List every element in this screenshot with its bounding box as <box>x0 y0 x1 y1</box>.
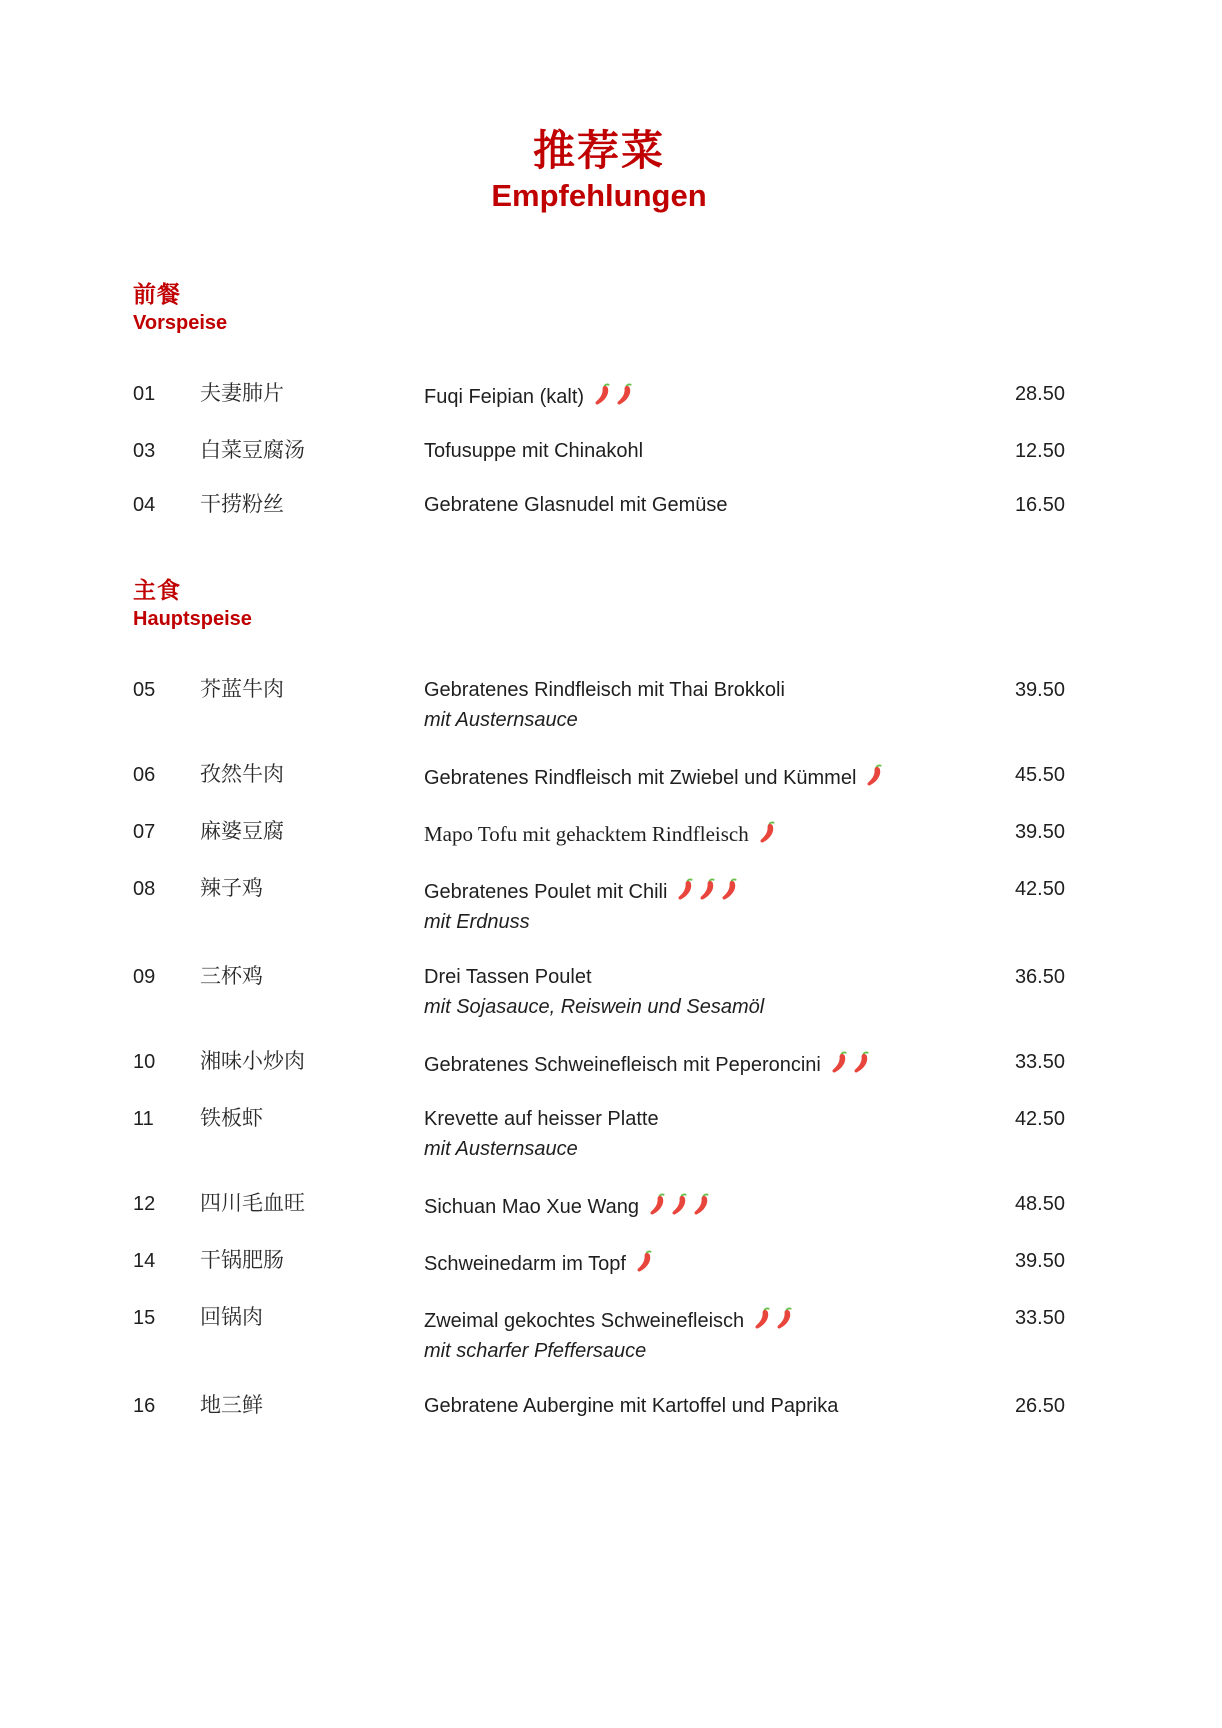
chili-pepper-icon <box>692 1191 709 1218</box>
menu-item-row <box>133 492 1065 518</box>
item-number: 11 <box>133 1108 154 1130</box>
item-description-subtext: mit Austernsauce <box>424 709 578 731</box>
item-number: 09 <box>133 966 156 988</box>
section-rows <box>133 677 1065 1419</box>
item-description <box>424 438 977 464</box>
item-description-subtext: mit Austernsauce <box>424 1138 578 1160</box>
chili-pepper-icon <box>698 876 715 903</box>
item-name-chinese: 四川毛血旺 <box>200 1192 305 1215</box>
item-number: 04 <box>133 494 156 516</box>
item-name-chinese: 辣子鸡 <box>200 877 263 900</box>
item-price: 12.50 <box>1014 440 1065 462</box>
item-description <box>424 762 977 791</box>
item-number: 08 <box>133 878 156 900</box>
spiciness-indicator <box>635 1248 652 1275</box>
menu-item-row <box>133 819 1065 848</box>
spiciness-indicator <box>753 1305 792 1332</box>
item-name-chinese: 干捞粉丝 <box>200 493 284 516</box>
section-header <box>133 280 1065 337</box>
menu-item-row <box>133 1305 1065 1365</box>
item-description <box>424 1049 977 1078</box>
item-description <box>424 677 977 734</box>
item-name-chinese: 孜然牛肉 <box>200 763 284 786</box>
item-description-text: Mapo Tofu mit gehacktem Rindfleisch <box>424 822 749 846</box>
chili-pepper-icon <box>720 876 737 903</box>
chili-pepper-icon <box>830 1049 847 1076</box>
item-description-text: Fuqi Feipian (kalt) <box>424 386 585 408</box>
item-price: 39.50 <box>1014 821 1065 843</box>
item-number: 07 <box>133 821 156 843</box>
item-name-chinese: 干锅肥肠 <box>200 1249 284 1272</box>
item-description-text: Gebratenes Poulet mit Chili <box>424 881 668 903</box>
item-number: 10 <box>133 1051 156 1073</box>
item-price: 39.50 <box>1014 679 1065 701</box>
item-description <box>424 381 977 410</box>
menu-item-row <box>133 1393 1065 1419</box>
spiciness-indicator <box>676 876 737 903</box>
chili-pepper-icon <box>615 381 632 408</box>
item-price: 33.50 <box>1014 1307 1065 1329</box>
spiciness-indicator <box>648 1191 709 1218</box>
spiciness-indicator <box>593 381 632 408</box>
item-description <box>424 492 977 518</box>
menu-title-chinese: 推荐菜 <box>532 126 665 175</box>
item-price: 28.50 <box>1014 383 1065 405</box>
item-description <box>424 964 977 1021</box>
chili-pepper-icon <box>775 1305 792 1332</box>
section-title-german: Vorspeise <box>133 312 228 334</box>
chili-pepper-icon <box>648 1191 665 1218</box>
item-description-text: Gebratene Glasnudel mit Gemüse <box>424 494 728 516</box>
menu-item-row <box>133 964 1065 1021</box>
menu-item-row <box>133 876 1065 936</box>
item-number: 06 <box>133 764 156 786</box>
item-description-subtext: mit Sojasauce, Reiswein und Sesamöl <box>424 996 765 1018</box>
section-header <box>133 576 1065 633</box>
item-number: 14 <box>133 1250 156 1272</box>
item-number: 05 <box>133 679 156 701</box>
item-description-text: Gebratenes Rindfleisch mit Zwiebel und Kümmel <box>424 767 857 789</box>
chili-pepper-icon <box>758 819 775 846</box>
item-description <box>424 1393 977 1419</box>
item-description <box>424 876 977 936</box>
menu-item-row <box>133 1106 1065 1163</box>
item-description <box>424 819 977 848</box>
item-name-chinese: 地三鲜 <box>200 1394 263 1417</box>
item-name-chinese: 铁板虾 <box>200 1107 263 1130</box>
item-description-subtext: mit Erdnuss <box>424 911 530 933</box>
menu-title <box>174 126 1024 216</box>
item-name-chinese: 夫妻肺片 <box>200 382 284 405</box>
spiciness-indicator <box>830 1049 869 1076</box>
menu-title-german: Empfehlungen <box>491 178 707 213</box>
item-price: 39.50 <box>1014 1250 1065 1272</box>
item-description-text: Drei Tassen Poulet <box>424 966 592 988</box>
chili-pepper-icon <box>865 762 882 789</box>
item-description <box>424 1305 977 1365</box>
item-name-chinese: 回锅肉 <box>200 1306 263 1329</box>
menu-section <box>133 280 1065 518</box>
spiciness-indicator <box>758 819 775 846</box>
item-description <box>424 1106 977 1163</box>
menu-item-row <box>133 381 1065 410</box>
item-number: 15 <box>133 1307 156 1329</box>
chili-pepper-icon <box>635 1248 652 1275</box>
item-description-text: Sichuan Mao Xue Wang <box>424 1196 639 1218</box>
item-name-chinese: 湘味小炒肉 <box>200 1050 305 1073</box>
chili-pepper-icon <box>670 1191 687 1218</box>
item-description-text: Gebratenes Rindfleisch mit Thai Brokkoli <box>424 679 785 701</box>
item-description-subtext: mit scharfer Pfeffersauce <box>424 1340 647 1362</box>
item-price: 48.50 <box>1014 1193 1065 1215</box>
item-price: 45.50 <box>1014 764 1065 786</box>
item-description-text: Zweimal gekochtes Schweinefleisch <box>424 1310 745 1332</box>
menu-item-row <box>133 1049 1065 1078</box>
chili-pepper-icon <box>753 1305 770 1332</box>
item-number: 01 <box>133 383 156 405</box>
menu-item-row <box>133 438 1065 464</box>
section-title-chinese: 主食 <box>133 577 181 604</box>
menu-item-row <box>133 1248 1065 1277</box>
item-name-chinese: 三杯鸡 <box>200 965 263 988</box>
item-price: 26.50 <box>1014 1395 1065 1417</box>
item-description-text: Gebratene Aubergine mit Kartoffel und Paprika <box>424 1395 839 1417</box>
item-description-text: Schweinedarm im Topf <box>424 1253 626 1275</box>
section-title-german: Hauptspeise <box>133 608 252 630</box>
menu-item-row <box>133 1191 1065 1220</box>
item-number: 16 <box>133 1395 156 1417</box>
spiciness-indicator <box>865 762 882 789</box>
item-description-text: Gebratenes Schweinefleisch mit Peperoncini <box>424 1054 821 1076</box>
chili-pepper-icon <box>593 381 610 408</box>
item-name-chinese: 芥蓝牛肉 <box>200 678 284 701</box>
menu-item-row <box>133 762 1065 791</box>
menu-item-row <box>133 677 1065 734</box>
section-rows <box>133 381 1065 518</box>
item-number: 03 <box>133 440 156 462</box>
item-price: 33.50 <box>1014 1051 1065 1073</box>
section-title-chinese: 前餐 <box>133 281 181 308</box>
item-description <box>424 1191 977 1220</box>
menu-section <box>133 576 1065 1419</box>
item-price: 36.50 <box>1014 966 1065 988</box>
menu-sections <box>133 280 1065 1419</box>
item-price: 42.50 <box>1014 878 1065 900</box>
item-price: 16.50 <box>1014 494 1065 516</box>
item-name-chinese: 麻婆豆腐 <box>200 820 284 843</box>
item-number: 12 <box>133 1193 156 1215</box>
item-description-text: Krevette auf heisser Platte <box>424 1108 659 1130</box>
item-description <box>424 1248 977 1277</box>
item-price: 42.50 <box>1014 1108 1065 1130</box>
item-name-chinese: 白菜豆腐汤 <box>200 439 305 462</box>
item-description-text: Tofusuppe mit Chinakohl <box>424 440 644 462</box>
chili-pepper-icon <box>852 1049 869 1076</box>
chili-pepper-icon <box>676 876 693 903</box>
